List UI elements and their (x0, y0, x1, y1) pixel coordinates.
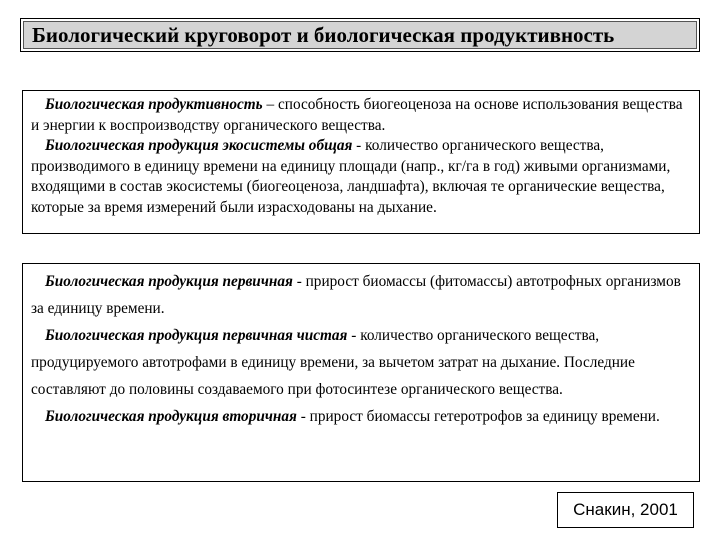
title-box (20, 18, 700, 52)
definition-primary-production (31, 268, 691, 322)
term: Биологическая продукция вторичная (45, 408, 297, 425)
definition-text: – способность биогеоценоза на основе использования вещества и энергии к воспроизводству органического вещества. (31, 96, 683, 134)
definitions-box-productivity (22, 90, 700, 234)
citation: Снакин, 2001 (557, 492, 694, 528)
term: Биологическая продуктивность (45, 96, 263, 113)
definition-biological-productivity (31, 95, 691, 136)
definition-ecosystem-gross-production (31, 136, 691, 218)
definition-net-primary-production (31, 322, 691, 403)
definitions-box-production (22, 263, 700, 482)
definition-text: - прирост биомассы гетеротрофов за единицу времени. (296, 408, 660, 425)
definition-text: - прирост биомассы (фитомассы) автотрофных организмов за единицу времени. (31, 273, 681, 317)
definition-text: - количество органического вещества, производимого в единицу времени на единицу площади (напр., кг/га в год) живыми организмами, входящими в состав экосистемы (биогеоценоза, ландшафта), включая те органические вещества, которые за время измерений были израсходованы на дыхание. (31, 137, 671, 216)
definition-text: - количество органического вещества, продуцируемого автотрофами в единицу времени, за вычетом затрат на дыхание. Последние составляют до половины создаваемого при фотосинтезе органического вещества. (31, 327, 635, 398)
definition-secondary-production (31, 403, 691, 430)
term: Биологическая продукция первичная чистая (45, 327, 348, 344)
slide-title: Биологический круговорот и биологическая продуктивность (23, 21, 697, 49)
term: Биологическая продукция экосистемы общая (45, 137, 353, 154)
term: Биологическая продукция первичная (45, 273, 293, 290)
